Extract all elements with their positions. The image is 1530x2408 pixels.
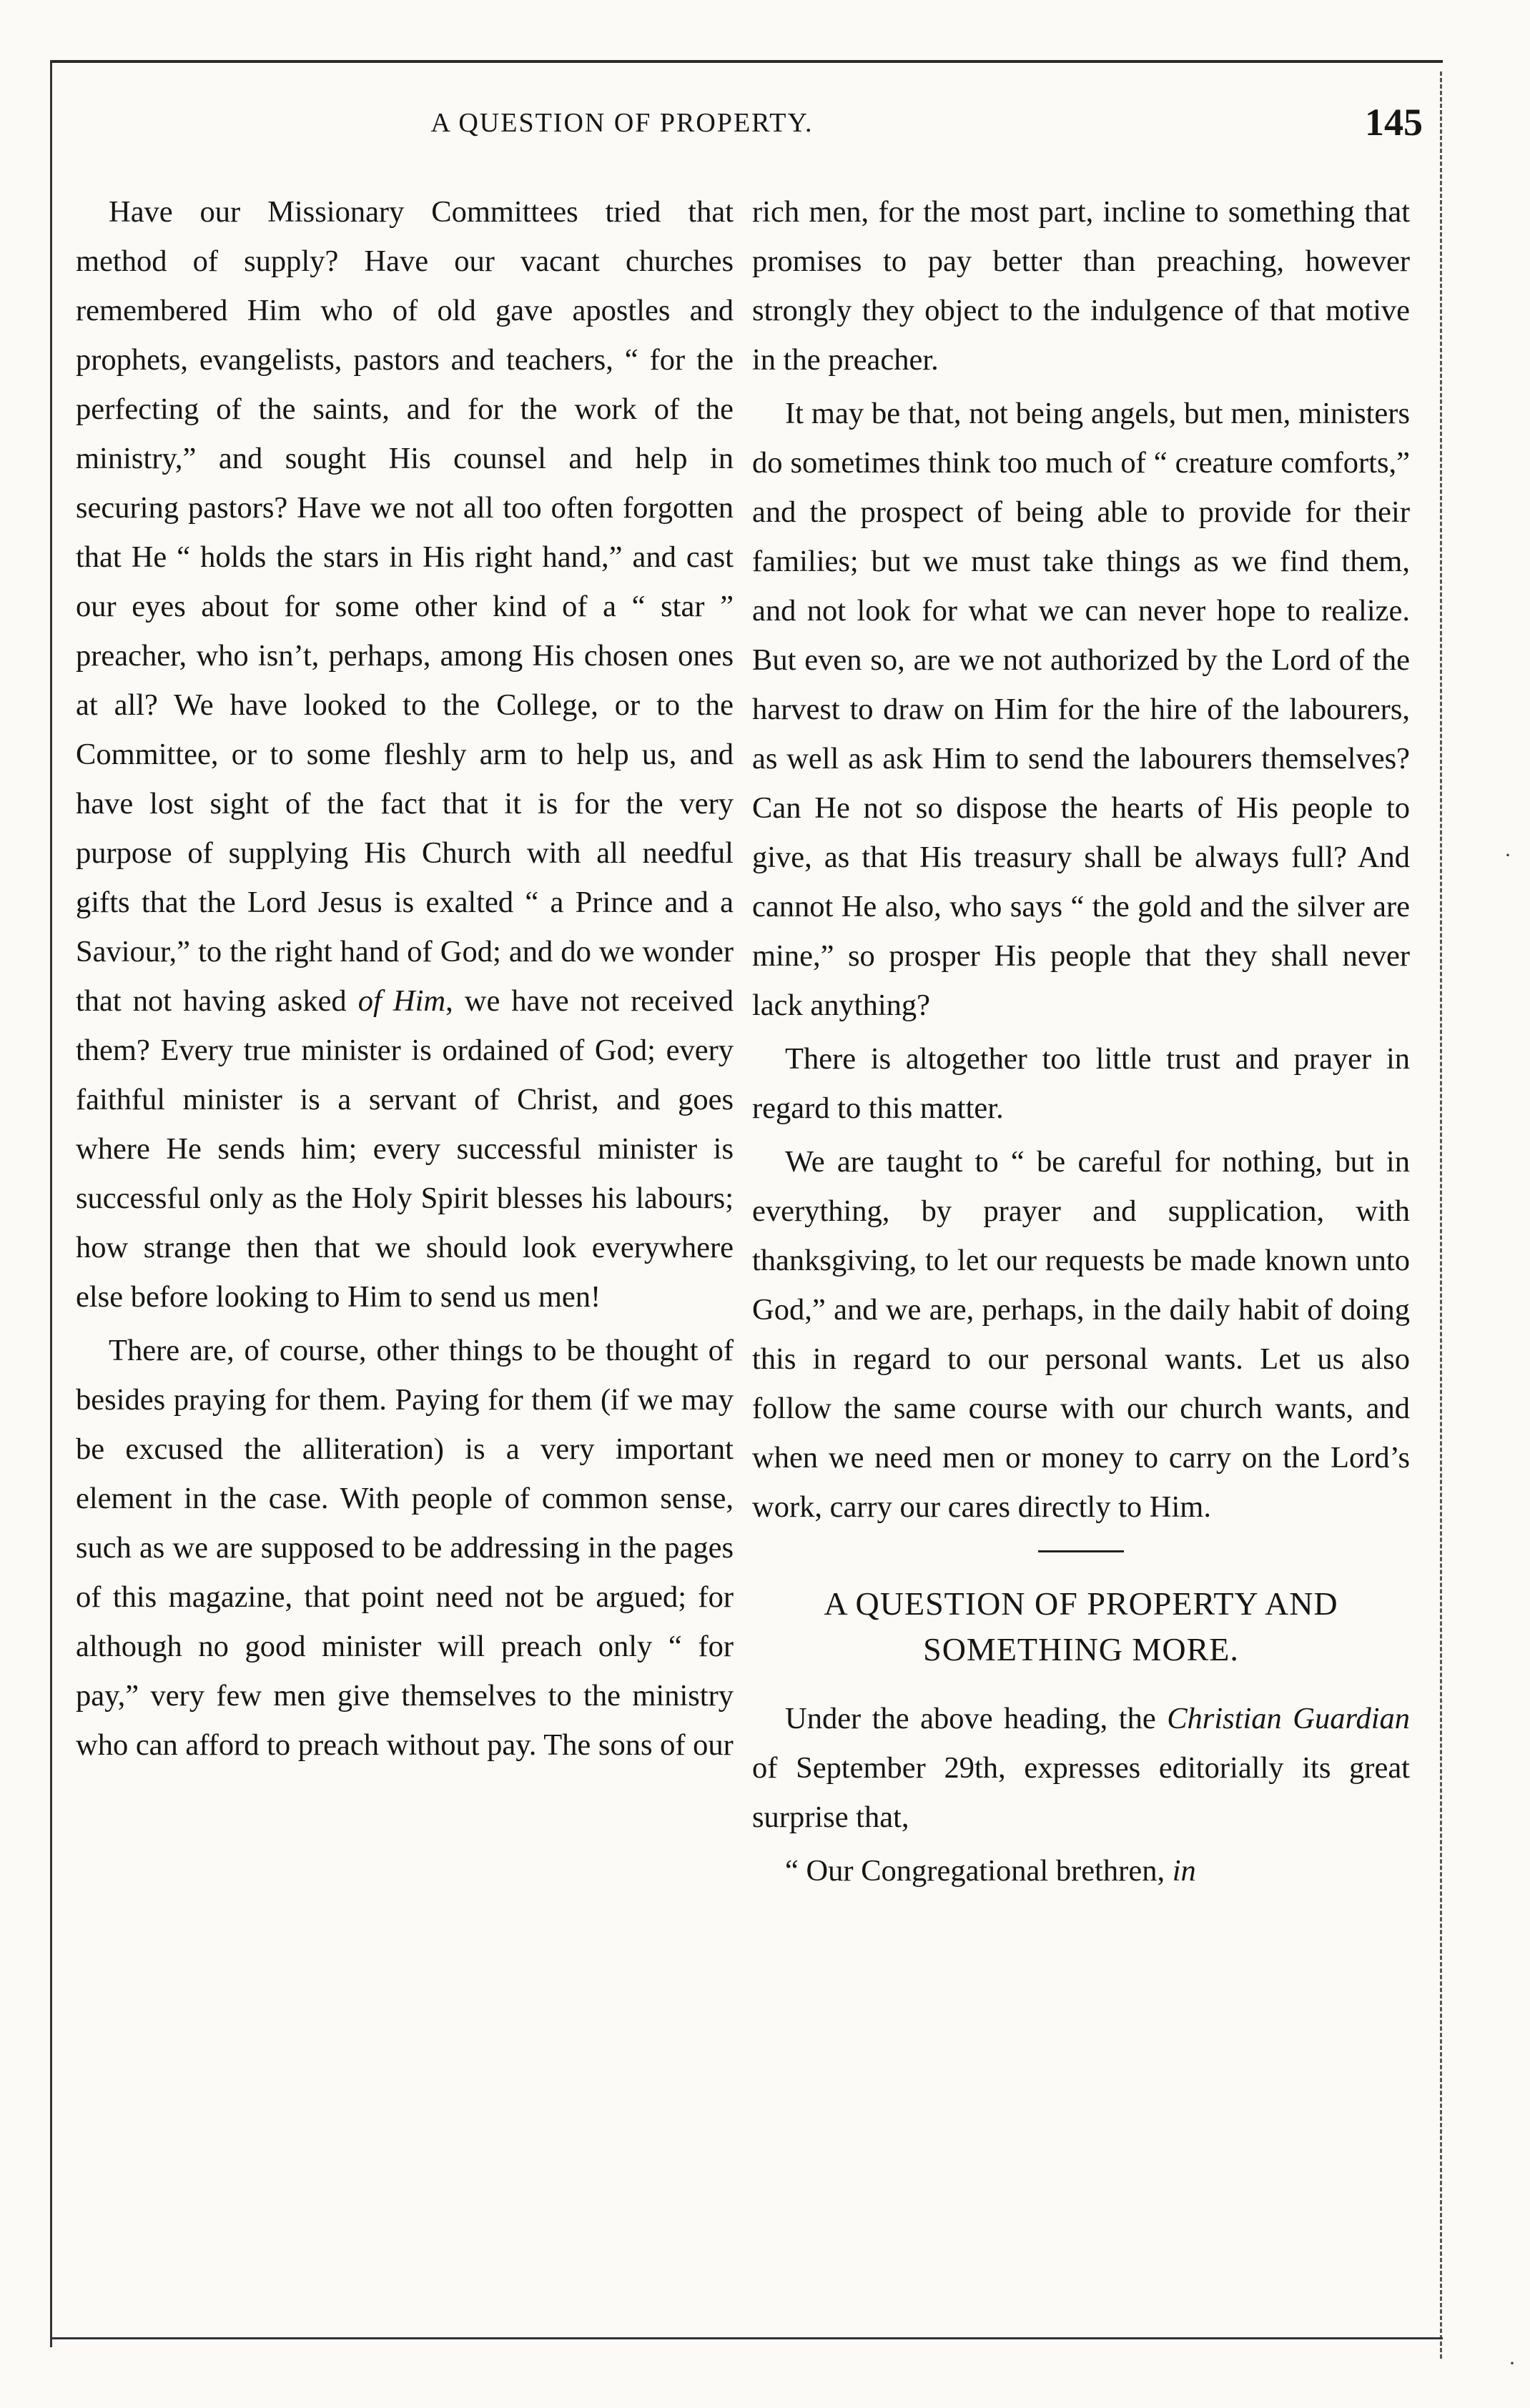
paragraph-text: Under the above heading, the — [785, 1702, 1168, 1735]
section-divider — [1038, 1550, 1124, 1552]
italic-text: Christian Guardian — [1167, 1702, 1410, 1735]
paragraph-text: , we have not received them? Every true minister is ordained of God; every faithful minister is a servant of Christ, and goes where He sends him; every successful minister is successful only as the Holy Spirit blesses his labours; how strange then that we should look everywhere else before looking to Him to send us men! — [76, 984, 734, 1314]
margin-speck: · — [1509, 2352, 1516, 2375]
paragraph-continued: rich men, for the most part, incline to something that promises to pay better than preaching, however strongly they object to the indulgence of that motive in the preacher. — [752, 195, 1410, 377]
left-column — [76, 187, 734, 1774]
paragraph: There are, of course, other things to be thought of besides praying for them. Paying for them (if we may be excused the alliteration) is a very important element in the case. With people of common sense, such as we are supposed to be addressing in the pages of this magazine, that point need not be argued; for although no good minister will preach only “ for pay,” very few men give themselves to the ministry who can afford to preach without pay. The sons of our — [76, 1334, 734, 1762]
running-head — [86, 100, 1437, 143]
section-heading — [752, 1581, 1410, 1673]
section-heading-line: SOMETHING MORE. — [923, 1631, 1239, 1668]
paragraph — [752, 1694, 1410, 1842]
page-frame-left-rule — [50, 60, 52, 2347]
right-column — [752, 187, 1410, 1900]
page-frame-bottom-rule — [50, 2337, 1443, 2339]
paragraph: It may be that, not being angels, but men, ministers do sometimes think too much of “ creature comforts,” and the prospect of being able to provide for their families; but we must take things as we find them, and not look for what we can never hope to realize. But even so, are we not authorized by the Lord of the harvest to draw on Him for the hire of the labourers, as well as ask Him to send the labourers themselves? Can He not so dispose the hearts of His people to give, as that His treasury shall be always full? And cannot He also, who says “ the gold and the silver are mine,” so prosper His people that they shall never lack anything? — [752, 397, 1410, 1022]
page-number: 145 — [1365, 101, 1423, 144]
paragraph: There is altogether too little trust and prayer in regard to this matter. — [752, 1042, 1410, 1125]
italic-text: of Him — [357, 984, 446, 1018]
paragraph — [76, 187, 734, 1322]
page-frame-top-rule — [50, 60, 1443, 63]
page-frame-right-rule — [1440, 71, 1442, 2359]
paragraph: We are taught to “ be careful for nothing, but in everything, by prayer and supplication, with thanksgiving, to let our requests be made known unto God,” and we are, perhaps, in the daily habit of doing this in regard to our personal wants. Let us also follow the same course with our church wants, and when we need men or money to carry on the Lord’s work, carry our cares directly to Him. — [752, 1145, 1410, 1524]
running-title: A QUESTION OF PROPERTY. — [430, 108, 814, 138]
paragraph-text: of September 29th, expresses editorially its great surprise that, — [752, 1751, 1410, 1834]
section-heading-line: A QUESTION OF PROPERTY AND — [824, 1585, 1338, 1622]
paragraph-text: Have our Missionary Committees tried that method of supply? Have our vacant churches remembered Him who of old gave apostles and prophets, evangelists, pastors and teachers, “ for the perfecting of the saints, and for the work of the ministry,” and sought His counsel and help in securing pastors? Have we not all too often forgotten that He “ holds the stars in His right hand,” and cast our eyes about for some other kind of a “ star ” preacher, who isn’t, perhaps, among His chosen ones at all? We have looked to the College, or to the Committee, or to some fleshly arm to help us, and have lost sight of the fact that it is for the very purpose of supplying His Church with all needful gifts that the Lord Jesus is exalted “ a Prince and a Saviour,” to the right hand of God; and do we wonder that not having asked — [76, 195, 734, 1018]
margin-speck: · — [1504, 843, 1511, 867]
paragraph-text: “ Our Congregational brethren, — [785, 1854, 1173, 1888]
paragraph — [752, 1846, 1410, 1896]
italic-text: in — [1172, 1854, 1196, 1888]
